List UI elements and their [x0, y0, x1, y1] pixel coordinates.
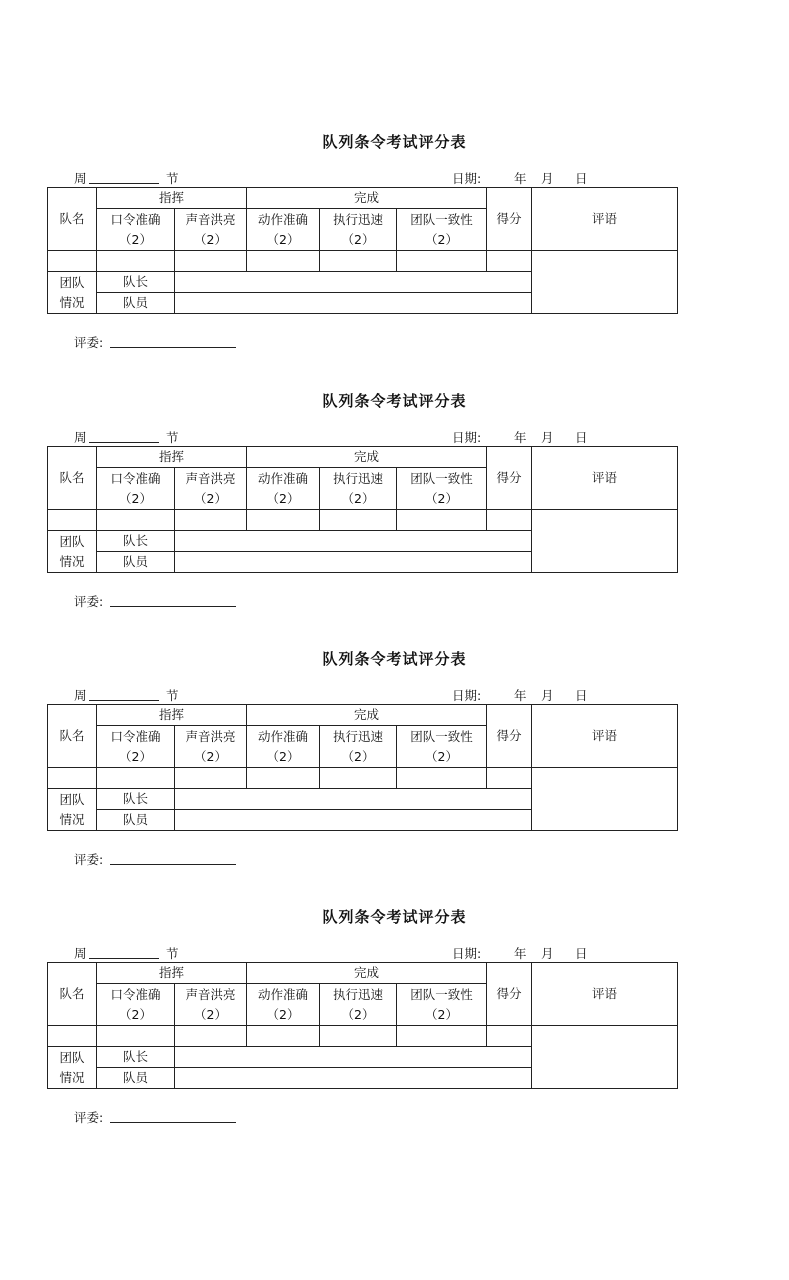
captain-cell[interactable] [175, 1047, 532, 1068]
date-label: 日期: [452, 688, 482, 703]
criterion-name: 执行迅速 [333, 728, 384, 744]
week-blank[interactable] [89, 183, 159, 184]
criterion-name: 动作准确 [258, 986, 309, 1002]
criterion-header [175, 984, 247, 1026]
period-label: 节 [166, 946, 179, 961]
score-cell[interactable] [247, 510, 320, 531]
score-cell[interactable] [97, 251, 175, 272]
criterion-header [397, 984, 487, 1026]
member-label: 队员 [97, 810, 175, 831]
comment-cell[interactable] [532, 1026, 678, 1089]
criterion-name: 团队一致性 [410, 728, 473, 744]
criterion-points: （2） [119, 1006, 152, 1022]
score-cell[interactable] [247, 768, 320, 789]
team-status-line2: 情况 [59, 294, 85, 310]
criterion-name: 动作准确 [258, 470, 309, 486]
criterion-header [175, 468, 247, 510]
judge-label: 评委: [74, 594, 104, 609]
captain-label: 队长 [97, 789, 175, 810]
period-label: 节 [166, 430, 179, 445]
team-name-header: 队名 [48, 705, 97, 768]
week-label: 周 [74, 171, 87, 186]
captain-label: 队长 [97, 1047, 175, 1068]
comment-cell[interactable] [532, 251, 678, 314]
criterion-points: （2） [266, 1006, 300, 1022]
team-status-line2: 情况 [59, 553, 85, 569]
criterion-header [397, 209, 487, 251]
criterion-points: （2） [194, 231, 227, 247]
team-name-cell[interactable] [48, 1026, 97, 1047]
criterion-name: 口令准确 [110, 470, 161, 486]
score-header: 得分 [487, 963, 532, 1026]
date-label: 日期: [452, 430, 482, 445]
week-label: 周 [74, 688, 87, 703]
criterion-points: （2） [266, 231, 300, 247]
criterion-points: （2） [266, 490, 300, 506]
day-label: 日 [575, 171, 588, 186]
criterion-points: （2） [194, 748, 227, 764]
captain-cell[interactable] [175, 789, 532, 810]
completion-group-header: 完成 [247, 447, 487, 468]
criterion-name: 声音洪亮 [185, 728, 236, 744]
team-status-line1: 团队 [59, 274, 85, 290]
form-title: 队列条令考试评分表 [322, 650, 467, 668]
comment-header: 评语 [532, 447, 678, 510]
score-cell[interactable] [175, 251, 247, 272]
score-table [47, 187, 678, 314]
criterion-header [247, 468, 320, 510]
total-score-cell[interactable] [487, 1026, 532, 1047]
form-title: 队列条令考试评分表 [322, 908, 467, 926]
criterion-name: 声音洪亮 [185, 470, 236, 486]
command-group-header: 指挥 [97, 963, 247, 984]
judge-label: 评委: [74, 852, 104, 867]
team-status-line2: 情况 [59, 811, 85, 827]
score-cell[interactable] [97, 768, 175, 789]
total-score-cell[interactable] [487, 251, 532, 272]
criterion-name: 声音洪亮 [185, 986, 236, 1002]
judge-label: 评委: [74, 335, 104, 350]
team-name-cell[interactable] [48, 251, 97, 272]
judge-blank[interactable] [110, 347, 236, 348]
score-cell[interactable] [175, 768, 247, 789]
criterion-name: 团队一致性 [410, 986, 473, 1002]
member-cell[interactable] [175, 293, 532, 314]
criterion-header [320, 209, 397, 251]
criterion-points: （2） [119, 231, 152, 247]
week-blank[interactable] [89, 442, 159, 443]
criterion-points: （2） [425, 1006, 458, 1022]
criterion-name: 动作准确 [258, 211, 309, 227]
day-label: 日 [575, 946, 588, 961]
member-label: 队员 [97, 552, 175, 573]
criterion-header [97, 209, 175, 251]
score-cell[interactable] [320, 1026, 397, 1047]
comment-header: 评语 [532, 188, 678, 251]
criterion-points: （2） [341, 490, 375, 506]
judge-blank[interactable] [110, 1122, 236, 1123]
criterion-header [397, 726, 487, 768]
period-label: 节 [166, 688, 179, 703]
month-label: 月 [541, 171, 554, 186]
captain-label: 队长 [97, 531, 175, 552]
date-label: 日期: [452, 171, 482, 186]
year-label: 年 [514, 688, 527, 703]
form-title: 队列条令考试评分表 [322, 392, 467, 410]
year-label: 年 [514, 946, 527, 961]
criterion-header [97, 984, 175, 1026]
criterion-header [247, 726, 320, 768]
score-cell[interactable] [397, 768, 487, 789]
criterion-points: （2） [425, 490, 458, 506]
criterion-points: （2） [266, 748, 300, 764]
criterion-name: 动作准确 [258, 728, 309, 744]
criterion-name: 声音洪亮 [185, 211, 236, 227]
week-label: 周 [74, 946, 87, 961]
member-label: 队员 [97, 1068, 175, 1089]
period-label: 节 [166, 171, 179, 186]
criterion-name: 口令准确 [110, 728, 161, 744]
total-score-cell[interactable] [487, 510, 532, 531]
score-form-4 [0, 906, 789, 1156]
captain-cell[interactable] [175, 531, 532, 552]
command-group-header: 指挥 [97, 705, 247, 726]
comment-header: 评语 [532, 705, 678, 768]
criterion-points: （2） [341, 748, 375, 764]
criterion-name: 口令准确 [110, 211, 161, 227]
captain-cell[interactable] [175, 272, 532, 293]
score-form-1 [0, 131, 789, 381]
total-score-cell[interactable] [487, 768, 532, 789]
criterion-points: （2） [341, 231, 375, 247]
score-cell[interactable] [320, 768, 397, 789]
criterion-header [320, 726, 397, 768]
criterion-points: （2） [119, 490, 152, 506]
member-cell[interactable] [175, 1068, 532, 1089]
criterion-name: 团队一致性 [410, 470, 473, 486]
comment-header: 评语 [532, 963, 678, 1026]
criterion-header [97, 468, 175, 510]
form-title: 队列条令考试评分表 [322, 133, 467, 151]
score-cell[interactable] [175, 510, 247, 531]
score-cell[interactable] [247, 251, 320, 272]
criterion-points: （2） [425, 231, 458, 247]
month-label: 月 [541, 946, 554, 961]
score-cell[interactable] [97, 510, 175, 531]
member-label: 队员 [97, 293, 175, 314]
criterion-name: 团队一致性 [410, 211, 473, 227]
score-cell[interactable] [175, 1026, 247, 1047]
score-table [47, 962, 678, 1089]
score-cell[interactable] [397, 1026, 487, 1047]
comment-cell[interactable] [532, 768, 678, 831]
team-status-line1: 团队 [59, 791, 85, 807]
judge-blank[interactable] [110, 864, 236, 865]
week-label: 周 [74, 430, 87, 445]
week-blank[interactable] [89, 700, 159, 701]
day-label: 日 [575, 430, 588, 445]
team-status-header [48, 272, 97, 314]
team-status-header [48, 531, 97, 573]
criterion-header [320, 468, 397, 510]
score-header: 得分 [487, 188, 532, 251]
criterion-name: 执行迅速 [333, 470, 384, 486]
criterion-header [247, 209, 320, 251]
year-label: 年 [514, 430, 527, 445]
score-cell[interactable] [397, 251, 487, 272]
criterion-header [320, 984, 397, 1026]
criterion-name: 执行迅速 [333, 986, 384, 1002]
team-name-header: 队名 [48, 963, 97, 1026]
team-name-cell[interactable] [48, 768, 97, 789]
team-status-line1: 团队 [59, 533, 85, 549]
team-status-header [48, 1047, 97, 1089]
week-blank[interactable] [89, 958, 159, 959]
score-cell[interactable] [247, 1026, 320, 1047]
year-label: 年 [514, 171, 527, 186]
score-cell[interactable] [397, 510, 487, 531]
criterion-header [97, 726, 175, 768]
criterion-points: （2） [194, 1006, 227, 1022]
team-status-line1: 团队 [59, 1049, 85, 1065]
month-label: 月 [541, 688, 554, 703]
judge-blank[interactable] [110, 606, 236, 607]
team-status-line2: 情况 [59, 1069, 85, 1085]
member-cell[interactable] [175, 810, 532, 831]
score-cell[interactable] [320, 251, 397, 272]
command-group-header: 指挥 [97, 447, 247, 468]
criterion-points: （2） [425, 748, 458, 764]
month-label: 月 [541, 430, 554, 445]
score-header: 得分 [487, 447, 532, 510]
score-form-3 [0, 648, 789, 898]
command-group-header: 指挥 [97, 188, 247, 209]
score-table [47, 704, 678, 831]
criterion-points: （2） [341, 1006, 375, 1022]
completion-group-header: 完成 [247, 963, 487, 984]
criterion-header [247, 984, 320, 1026]
team-status-header [48, 789, 97, 831]
captain-label: 队长 [97, 272, 175, 293]
score-cell[interactable] [320, 510, 397, 531]
member-cell[interactable] [175, 552, 532, 573]
criterion-name: 执行迅速 [333, 211, 384, 227]
comment-cell[interactable] [532, 510, 678, 573]
score-table [47, 446, 678, 573]
day-label: 日 [575, 688, 588, 703]
team-name-header: 队名 [48, 188, 97, 251]
date-label: 日期: [452, 946, 482, 961]
team-name-header: 队名 [48, 447, 97, 510]
criterion-name: 口令准确 [110, 986, 161, 1002]
criterion-header [175, 726, 247, 768]
score-form-2 [0, 390, 789, 640]
criterion-header [397, 468, 487, 510]
score-cell[interactable] [97, 1026, 175, 1047]
criterion-points: （2） [119, 748, 152, 764]
judge-label: 评委: [74, 1110, 104, 1125]
completion-group-header: 完成 [247, 705, 487, 726]
score-header: 得分 [487, 705, 532, 768]
criterion-header [175, 209, 247, 251]
completion-group-header: 完成 [247, 188, 487, 209]
criterion-points: （2） [194, 490, 227, 506]
team-name-cell[interactable] [48, 510, 97, 531]
